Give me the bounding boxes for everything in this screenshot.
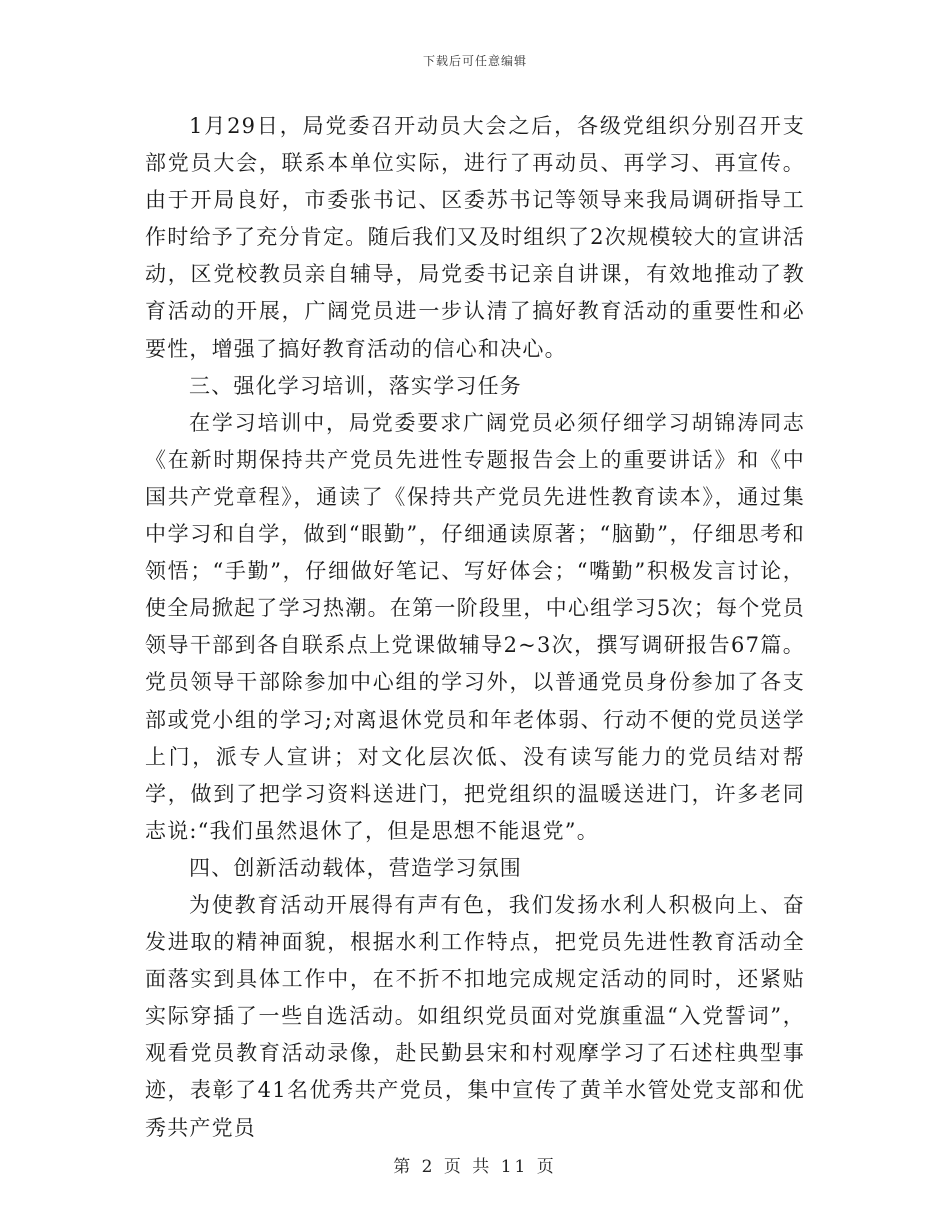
page-number-footer: 第 2 页 共 11 页 [393,1157,557,1177]
paragraph-activities: 为使教育活动开展得有声有色，我们发扬水利人积极向上、奋发进取的精神面貌，根据水利工作特点，把党员先进性教育活动全面落实到具体工作中，在不折不扣地完成规定活动的同时，还紧贴实际穿插了一些自选活动。如组织党员面对党旗重温“入党誓词”，观看党员教育活动录像，赴民勤县宋和村观摩学习了石述柱典型事迹，表彰了41名优秀共产党员，集中宣传了黄羊水管处党支部和优秀共产党员 [145,892,805,1140]
section-heading-4: 四、创新活动载体，营造学习氛围 [189,855,522,880]
page-header-note: 下载后可任意编辑 [422,54,527,68]
section-heading-3: 三、强化学习培训，落实学习任务 [189,373,522,398]
document-body [145,108,805,1147]
paragraph-study-training: 在学习培训中，局党委要求广阔党员必须仔细学习胡锦涛同志《在新时期保持共产党员先进性专题报告会上的重要讲话》和《中国共产党章程》，通读了《保持共产党员先进性教育读本》，通过集中学习和自学，做到“眼勤”，仔细通读原著；“脑勤”，仔细思考和领悟；“手勤”，仔细做好笔记、写好体会；“嘴勤”积极发言讨论，使全局掀起了学习热潮。在第一阶段里，中心组学习5次；每个党员领导干部到各自联系点上党课做辅导2~3次，撰写调研报告67篇。党员领导干部除参加中心组的学习外，以普通党员身份参加了各支部或党小组的学习;对离退休党员和年老体弱、行动不便的党员送学上门，派专人宣讲；对文化层次低、没有读写能力的党员结对帮学，做到了把学习资料送进门，把党组织的温暖送进门，许多老同志说:“我们虽然退休了，但是思想不能退党”。 [145,410,805,843]
paragraph-mobilization: 1月29日，局党委召开动员大会之后，各级党组织分别召开支部党员大会，联系本单位实际，进行了再动员、再学习、再宣传。由于开局良好，市委张书记、区委苏书记等领导来我局调研指导工作时给予了充分肯定。随后我们又及时组织了2次规模较大的宣讲活动，区党校教员亲自辅导，局党委书记亲自讲课，有效地推动了教育活动的开展，广阔党员进一步认清了搞好教育活动的重要性和必要性，增强了搞好教育活动的信心和决心。 [145,114,805,361]
